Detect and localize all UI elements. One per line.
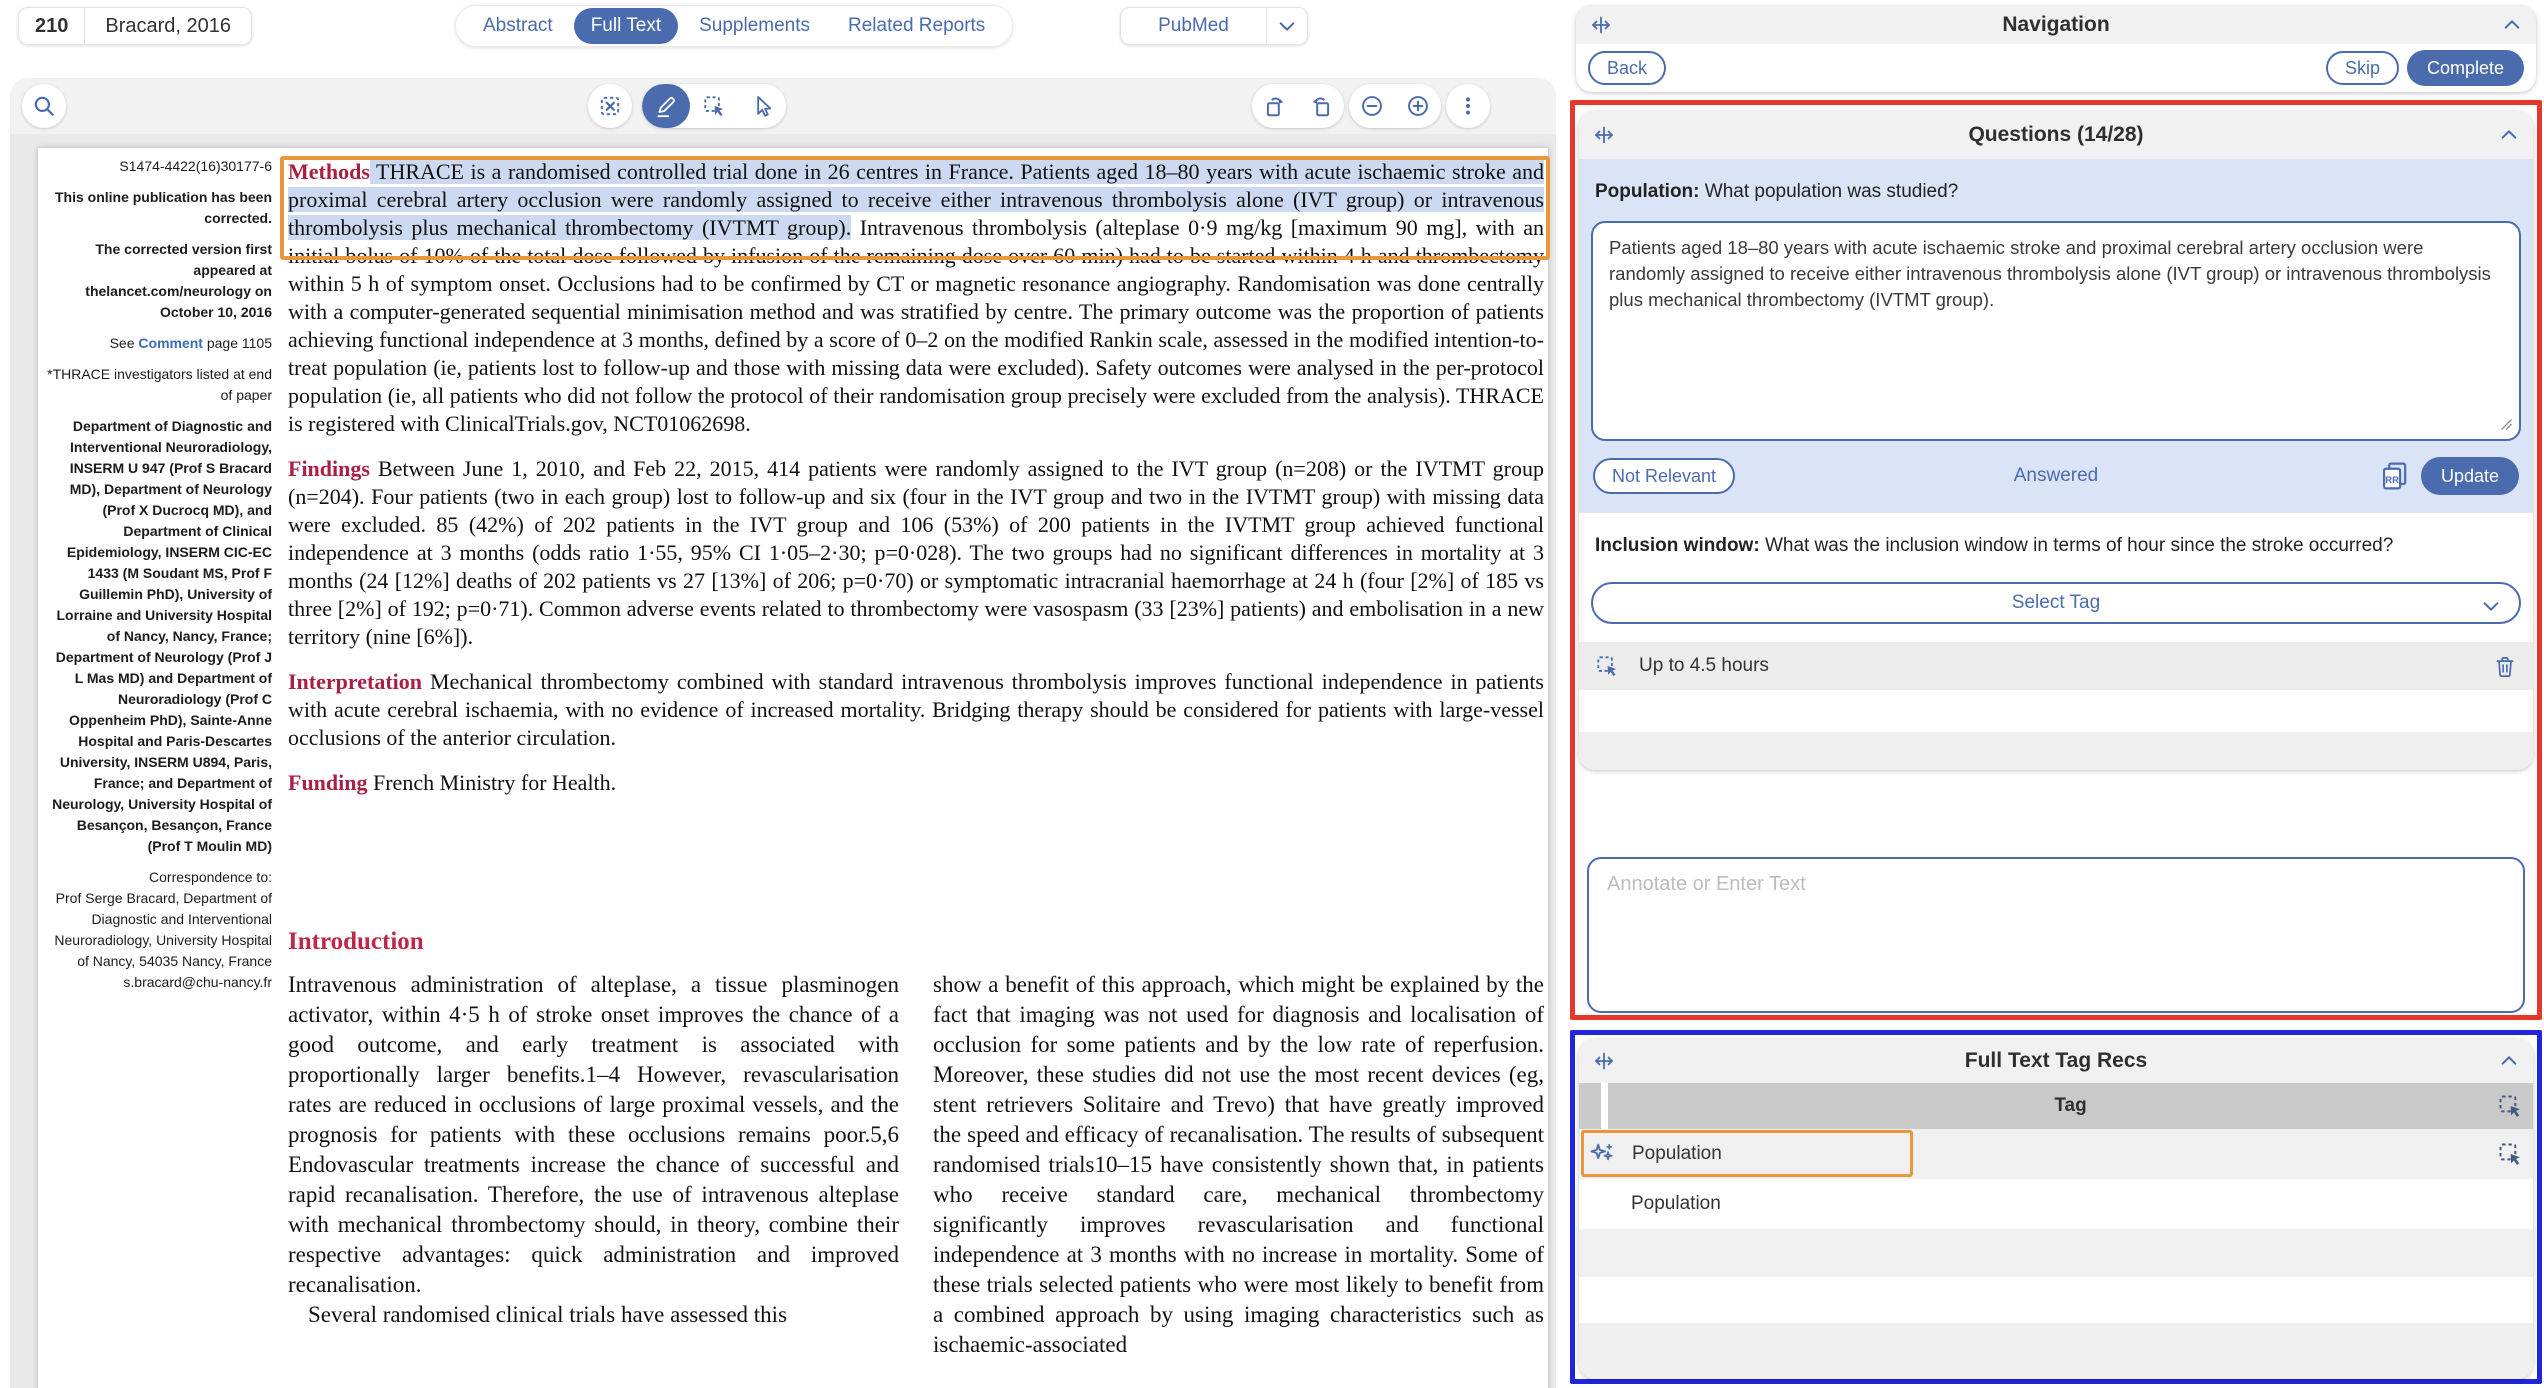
chevron-down-icon [2481, 595, 2501, 617]
pointer-mode-button[interactable] [738, 84, 786, 128]
rotate-left-icon [1309, 94, 1333, 118]
question-name: Population: [1595, 181, 1700, 202]
tab-full-text[interactable]: Full Text [574, 8, 678, 44]
question-name: Inclusion window: [1595, 535, 1760, 556]
margin-note-correspondence-label: Correspondence to: [149, 869, 272, 885]
comment-link[interactable]: Comment [138, 335, 203, 351]
margin-note-corrected: This online publication has been corrected. [54, 189, 272, 226]
tag-recs-panel [1579, 1039, 2533, 1379]
collapse-chevron-icon[interactable] [2502, 15, 2522, 35]
abstract-findings [288, 455, 1544, 651]
see-suffix: page 1105 [202, 335, 272, 351]
collapse-chevron-icon[interactable] [2499, 125, 2519, 145]
navigation-title: Navigation [2002, 13, 2110, 36]
source-selector-value: PubMed [1158, 15, 1229, 36]
tag-rec-label: Population [1631, 1193, 1721, 1214]
question-actions [1591, 457, 2521, 495]
rotate-right-icon [1263, 94, 1287, 118]
tag-recs-table-header [1579, 1083, 2533, 1129]
margin-note-email: s.bracard@chu-nancy.fr [123, 974, 272, 990]
plus-circle-icon [1406, 94, 1430, 118]
question-population-label [1591, 181, 2521, 203]
navigation-panel [1576, 6, 2536, 92]
questions-annotation-outline [1570, 100, 2542, 1020]
pen-icon [654, 94, 678, 118]
paper-introduction [288, 928, 1544, 1360]
source-selector[interactable] [1120, 7, 1308, 45]
margin-note-corrected-version: The corrected version first appeared at thelancet.com/neurology on October 10, 2016 [85, 241, 272, 320]
margin-note-investigators: *THRACE investigators listed at end of paper [47, 366, 272, 403]
margin-note-see-comment [44, 333, 272, 354]
abstract-interpretation [288, 668, 1544, 752]
findings-label: Findings [288, 456, 370, 481]
study-header [18, 7, 252, 45]
tag-recs-annotation-outline [1570, 1030, 2542, 1384]
introduction-col2-text: show a benefit of this approach, which might be explained by the fact that imaging was not used for diagnosis and localisation of occlusion for some patients and by the low rate of reperfusion. Moreover, these studies did not use the most recent devices (eg, stent retrievers Solitaire and Trevo) that have greatly improved the speed and efficacy of recanalisation. The results of subsequent randomised trials10–15 have consistently shown that, in patients who receive standard care, mechanical thrombectomy significantly improves revascularisation and functional independence at 3 months with no increase in mortality. Some of these trials selected patients who were most likely to benefit from a combined approach by using imaging characteristics such as ischaemic-associated [933, 972, 1544, 1357]
selected-tag-row[interactable] [1579, 642, 2533, 690]
margin-note-doi: S1474-4422(16)30177-6 [119, 158, 272, 174]
resize-handle-icon[interactable] [1590, 14, 1612, 36]
questions-footer-bar [1579, 732, 2533, 770]
questions-header [1579, 111, 2533, 159]
empty-row [1579, 1277, 2533, 1323]
introduction-heading: Introduction [288, 928, 424, 955]
questions-title: Questions (14/28) [1968, 123, 2144, 146]
related-report-icon[interactable] [2379, 460, 2411, 492]
marquee-select-button[interactable] [690, 84, 738, 128]
kebab-icon [1456, 94, 1480, 118]
selected-tag-label: Up to 4.5 hours [1639, 655, 1769, 676]
zoom-in-button[interactable] [1395, 94, 1441, 118]
methods-rest: Intravenous thrombolysis (alteplase 0·9 mg/kg [maximum 90 mg], with an initial bolus of 10% of the total dose followed by infusion of the remaining dose over 60 min) had to be started within 4 h and thrombectomy within 5 h of symptom onset. Occlusions had to be confirmed by CT or magnetic resonance angiography. Randomisation was done centrally with a computer-generated sequential minimisation method and was stratified by centre. The primary outcome was the proportion of patients achieving functional independence at 3 months, defined by a score of 0–2 on the modified Rankin scale, assessed in the modified intention-to-treat population (ie, patients lost to follow-up and those with missing data were excluded). Safety outcomes were analysed in the per-protocol population (ie, all patients who did not follow the protocol of their randomisation group precisely were excluded from the analysis). THRACE is registered with ClinicalTrials.gov, NCT01062698. [288, 215, 1544, 436]
marquee-cursor-icon [1595, 654, 1619, 678]
back-button[interactable]: Back [1588, 51, 1666, 85]
pdf-viewer [10, 78, 1556, 1388]
abstract-methods [288, 158, 1544, 438]
resize-grip-icon[interactable] [2499, 416, 2514, 434]
select-tag-dropdown[interactable] [1591, 582, 2521, 624]
tag-recs-footer-bar [1579, 1323, 2533, 1379]
resize-handle-icon[interactable] [1593, 1050, 1615, 1072]
collapse-chevron-icon[interactable] [2499, 1051, 2519, 1071]
question-inclusion-label [1591, 531, 2521, 560]
marquee-cursor-icon[interactable] [2497, 1141, 2523, 1167]
paper-abstract [288, 158, 1544, 814]
answer-status: Answered [2013, 465, 2099, 486]
navigation-actions [1576, 44, 2536, 92]
pdf-canvas [10, 134, 1556, 1388]
study-id-badge: 210 [19, 8, 85, 44]
tag-rec-highlight-outline [1581, 1130, 1913, 1177]
introduction-column-2 [933, 970, 1544, 1360]
margin-note-affiliations: Department of Diagnostic and Interventional Neuroradiology, INSERM U 947 (Prof S Bracard MD), Department of Neurology (Prof X Ducrocq MD), and Department of Clinical Epidemiology, INSERM CIC-EC 1433 (M Soudant MS, Prof F Guillemin PhD), University of Lorraine and University Hospital of Nancy, Nancy, France; Department of Neurology (Prof J L Mas MD) and Department of Neuroradiology (Prof C Oppenheim PhD), Sainte-Anne Hospital and Paris-Descartes University, INSERM U894, Paris, France; and Department of Neurology, University Hospital of Besançon, Besançon, France (Prof T Moulin MD) [52, 418, 272, 854]
interpretation-text: Mechanical thrombectomy combined with standard intravenous thrombolysis improves functional independence in patients with acute cerebral ischaemia, with no evidence of increased mortality. Bridging therapy should be considered for patients with large-vessel occlusions of the anterior circulation. [288, 669, 1544, 750]
question-text: What population was studied? [1704, 181, 1959, 202]
population-answer-textarea[interactable] [1591, 221, 2521, 441]
clear-selection-button[interactable] [588, 84, 632, 128]
trash-icon[interactable] [2493, 654, 2517, 678]
tag-rec-label: Population [1632, 1143, 1722, 1164]
zoom-out-button[interactable] [1349, 94, 1395, 118]
tag-rec-row[interactable] [1579, 1179, 2533, 1229]
view-tabs [455, 5, 1013, 47]
see-prefix: See [109, 335, 139, 351]
introduction-col1-text: Intravenous administration of alteplase, a tissue plasminogen activator, within 4·5 h of stroke onset improves the chance of a good outcome, and early treatment is associated with proportionally larger benefits.1–4 However, revascularisation rates are reduced in occlusions of large proximal vessels, and the prognosis for patients with these occlusions remains poor.5,6 Endovascular treatments increase the chance of successful and rapid recanalisation. Therefore, the use of intravenous alteplase with mechanical thrombectomy should, in theory, combine their respective advantages: quick administration and improved recanalisation. [288, 972, 899, 1297]
rotate-right-button[interactable] [1252, 94, 1298, 118]
question-population-section [1579, 159, 2533, 513]
funding-label: Funding [288, 770, 368, 795]
annotation-mode-toggle [642, 84, 786, 128]
tab-supplements[interactable]: Supplements [699, 15, 811, 36]
clear-selection-icon [598, 94, 622, 118]
methods-label: Methods [288, 159, 370, 184]
tag-rec-row[interactable] [1579, 1129, 2533, 1179]
search-icon [32, 94, 56, 118]
tag-column-header: Tag [2054, 1095, 2087, 1116]
findings-text: Between June 1, 2010, and Feb 22, 2015, 414 patients were randomly assigned to the IVT group (n=208) or the IVTMT group (n=204). Four patients (two in each group) lost to follow-up and six (four in the IVT group and two in the IVTMT group) with missing data were excluded. 85 (42%) of 202 patients in the IVT group and 106 (53%) of 200 patients in the IVTMT group achieved functional independence at 3 months (odds ratio 1·55, 95% CI 1·05–2·30; p=0·028). The two groups had no significant differences in mortality at 3 months (24 [12%] deaths of 202 patients vs 27 [13%] of 206; p=0·70) or symptomatic intracranial haemorrhage at 24 h (four [2%] of 185 vs three [2%] of 192; p=0·71). Common adverse events related to thrombectomy were vasospasm (33 [23%] patients) and embolisation in a new territory (nine [6%]). [288, 456, 1544, 649]
margin-note-correspondence: Prof Serge Bracard, Department of Diagnostic and Interventional Neuroradiology, University Hospital of Nancy, 54035 Nancy, France [54, 890, 272, 969]
interpretation-label: Interpretation [288, 669, 423, 694]
not-relevant-button[interactable]: Not Relevant [1593, 458, 1735, 494]
pdf-page [38, 148, 1548, 1388]
question-inclusion-section [1579, 513, 2533, 770]
update-button[interactable]: Update [2421, 457, 2519, 495]
tag-recs-header [1579, 1039, 2533, 1083]
resize-handle-icon[interactable] [1593, 124, 1615, 146]
funding-text: French Ministry for Health. [367, 770, 617, 795]
paper-margin-notes [44, 156, 272, 1003]
highlighted-text: THRACE is a randomised controlled trial done in 26 centres in France. Patients aged 18–80 years with acute ischaemic stroke and proximal cerebral artery occlusion were randomly assigned to receive either intravenous thrombolysis alone (IVT group) or intravenous thrombolysis plus mechanical thrombectomy (IVTMT group). [288, 159, 1544, 240]
marquee-cursor-icon[interactable] [2497, 1093, 2523, 1119]
tag-recs-title: Full Text Tag Recs [1964, 1049, 2148, 1072]
sparkles-icon [1589, 1141, 1616, 1168]
skip-button[interactable]: Skip [2326, 51, 2399, 85]
rotate-left-button[interactable] [1298, 94, 1344, 118]
annotate-textarea[interactable] [1587, 857, 2525, 1013]
study-title: Bracard, 2016 [105, 14, 232, 37]
complete-button[interactable]: Complete [2407, 50, 2524, 86]
chevron-down-icon [1267, 16, 1307, 36]
introduction-col1-text-2: Several randomised clinical trials have assessed this [308, 1302, 788, 1327]
tab-abstract[interactable]: Abstract [483, 15, 553, 36]
navigation-header [1576, 6, 2536, 44]
minus-circle-icon [1360, 94, 1384, 118]
more-options-button[interactable] [1446, 84, 1490, 128]
pdf-toolbar [10, 78, 1556, 134]
zoom-controls [1349, 84, 1441, 128]
select-tag-placeholder: Select Tag [2011, 592, 2101, 613]
abstract-funding [288, 769, 1544, 797]
tab-related-reports[interactable]: Related Reports [848, 15, 986, 36]
table-header-icon-cell [1579, 1083, 1601, 1129]
rotate-controls [1252, 84, 1344, 128]
questions-panel [1579, 111, 2533, 770]
question-text: What was the inclusion window in terms of hour since the stroke occurred? [1764, 535, 2394, 556]
introduction-column-1 [288, 970, 899, 1360]
cursor-icon [750, 94, 774, 118]
empty-row [1579, 1229, 2533, 1277]
marquee-cursor-icon [702, 94, 726, 118]
highlight-pen-button[interactable] [642, 84, 690, 128]
search-button[interactable] [22, 84, 66, 128]
